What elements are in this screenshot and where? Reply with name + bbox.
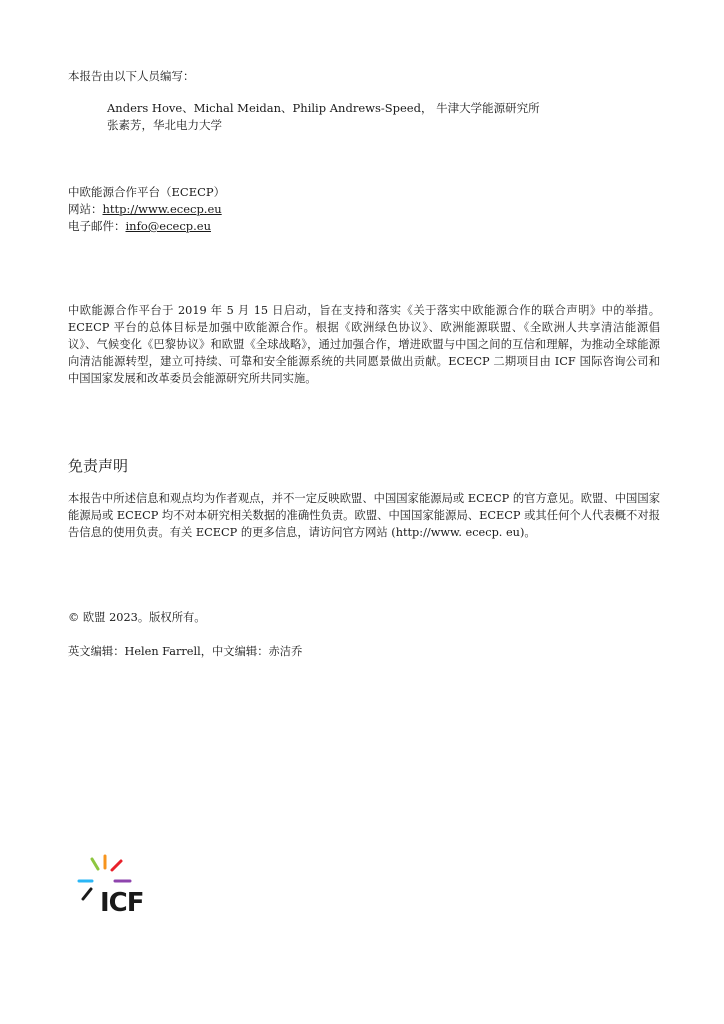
website-label: 网站： — [68, 202, 103, 216]
logo-wordmark: ICF — [100, 888, 144, 915]
author-line-ncepu: 张素芳，华北电力大学 — [107, 118, 222, 132]
icf-logo — [76, 853, 156, 915]
author-line-oxford: Anders Hove、Michal Meidan、Philip Andrews-Speed， 牛津大学能源研究所 — [107, 101, 540, 115]
compiled-by-heading — [68, 68, 195, 84]
logo-ray-dark — [83, 889, 91, 899]
email-row — [68, 218, 225, 235]
copyright-notice: © 欧盟 2023。版权所有。 — [68, 611, 206, 624]
logo-ray-red — [112, 861, 121, 870]
disclaimer-title: 免责声明 — [68, 457, 129, 475]
logo-ray-green — [92, 859, 98, 869]
contact-block — [68, 184, 225, 235]
authors-list — [107, 100, 540, 134]
email-label: 电子邮件： — [68, 219, 126, 233]
website-link[interactable]: http://www.ececp.eu — [102, 202, 222, 216]
disclaimer-body: 本报告中所述信息和观点均为作者观点，并不一定反映欧盟、中国国家能源局或 ECECP 的官方意见。欧盟、中国国家能源局或 ECECP 均不对本研究相关数据的准确性负责。欧盟、中国国家能源局、ECECP 或其任何个人代表概不对报告信息的使用负责。有关 ECECP 的更多信息，请访问官方网站 (http://www. ececp. eu)。 — [68, 492, 660, 539]
about-paragraph: 中欧能源合作平台于 2019 年 5 月 15 日启动，旨在支持和落实《关于落实中欧能源合作的联合声明》中的举措。ECECP 平台的总体目标是加强中欧能源合作。根据《欧洲绿色协议》、欧洲能源联盟、《全欧洲人共享清洁能源倡议》、气候变化《巴黎协议》和欧盟《全球战略》，通过加强合作，增进欧盟与中国之间的互信和理解，为推动全球能源向清洁能源转型，建立可持续、可靠和安全能源系统的共同愿景做出贡献。ECECP 二期项目由 ICF 国际咨询公司和中国国家发展和改革委员会能源研究所共同实施。 — [68, 304, 660, 385]
email-link[interactable]: info@ececp.eu — [125, 219, 211, 233]
website-row — [68, 201, 225, 218]
compiled-by-text: 本报告由以下人员编写： — [68, 69, 195, 83]
platform-name: 中欧能源合作平台（ECECP） — [68, 185, 226, 199]
editors-credit: 英文编辑：Helen Farrell，中文编辑：赤洁乔 — [68, 645, 303, 658]
